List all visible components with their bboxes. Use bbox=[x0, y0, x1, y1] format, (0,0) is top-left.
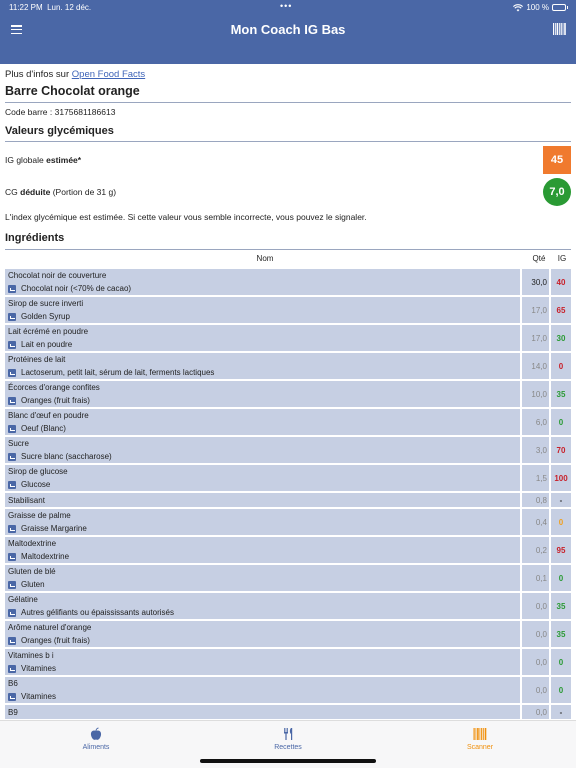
ingredient-name: B6 bbox=[8, 679, 18, 688]
wifi-icon bbox=[513, 4, 523, 12]
ingredient-cell[interactable] bbox=[5, 705, 520, 719]
ingredient-name: Gluten de blé bbox=[8, 567, 56, 576]
sub-item-icon bbox=[8, 341, 16, 349]
ingredient-match: Oranges (fruit frais) bbox=[21, 636, 90, 645]
table-row[interactable] bbox=[5, 492, 571, 508]
ingredient-ig: 40 bbox=[551, 269, 571, 295]
ingredient-name: Maltodextrine bbox=[8, 539, 57, 548]
ingredient-cell[interactable] bbox=[5, 297, 520, 323]
sub-item-icon bbox=[8, 285, 16, 293]
ingredient-name: Graisse de palme bbox=[8, 511, 71, 520]
ingredient-ig: 0 bbox=[551, 677, 571, 703]
ingredient-cell[interactable] bbox=[5, 465, 520, 491]
ingredient-match: Lait en poudre bbox=[21, 340, 73, 349]
ingredient-cell[interactable] bbox=[5, 509, 520, 535]
battery-percent: 100 % bbox=[526, 3, 549, 12]
ingredient-cell[interactable] bbox=[5, 493, 520, 507]
tab-recettes[interactable]: Recettes bbox=[248, 727, 328, 751]
sub-item-icon bbox=[8, 637, 16, 645]
sub-item-icon bbox=[8, 581, 16, 589]
ingredient-name: Lait écrémé en poudre bbox=[8, 327, 89, 336]
ingredient-name: Gélatine bbox=[8, 595, 38, 604]
table-row[interactable] bbox=[5, 296, 571, 324]
ingredient-ig: 30 bbox=[551, 325, 571, 351]
divider bbox=[5, 249, 571, 250]
ingredient-qty: 1,5 bbox=[522, 465, 549, 491]
ingredient-qty: 0,0 bbox=[522, 649, 549, 675]
ingredients-section-title: Ingrédients bbox=[5, 232, 65, 244]
product-name: Barre Chocolat orange bbox=[5, 84, 140, 98]
home-indicator[interactable] bbox=[200, 759, 376, 763]
table-row[interactable] bbox=[5, 268, 571, 296]
ingredient-ig: 95 bbox=[551, 537, 571, 563]
barcode-text: Code barre : 3175681186613 bbox=[5, 107, 116, 117]
table-row[interactable] bbox=[5, 380, 571, 408]
info-line: Plus d'infos sur Open Food Facts bbox=[5, 69, 146, 80]
page-title: Mon Coach IG Bas bbox=[230, 22, 346, 37]
ingredient-name: Blanc d'œuf en poudre bbox=[8, 411, 89, 420]
ingredient-match: Chocolat noir (<70% de cacao) bbox=[21, 284, 132, 293]
ingredient-match: Graisse Margarine bbox=[21, 524, 87, 533]
sub-item-icon bbox=[8, 525, 16, 533]
ingredient-match: Vitamines bbox=[21, 664, 56, 673]
ingredient-ig: 35 bbox=[551, 621, 571, 647]
ingredient-ig: 65 bbox=[551, 297, 571, 323]
ingredient-cell[interactable] bbox=[5, 649, 520, 675]
ingredient-ig: - bbox=[551, 493, 571, 507]
ingredient-qty: 0,0 bbox=[522, 621, 549, 647]
ingredient-cell[interactable] bbox=[5, 437, 520, 463]
glycemic-section-title: Valeurs glycémiques bbox=[5, 125, 114, 137]
ingredient-qty: 0,0 bbox=[522, 705, 549, 719]
table-row[interactable] bbox=[5, 592, 571, 620]
divider bbox=[5, 141, 571, 142]
ingredient-cell[interactable] bbox=[5, 381, 520, 407]
ingredient-match: Lactoserum, petit lait, sérum de lait, ferments lactiques bbox=[21, 368, 215, 377]
ingredient-name: Arôme naturel d'orange bbox=[8, 623, 92, 632]
barcode-icon bbox=[473, 727, 487, 741]
ingredient-ig: 0 bbox=[551, 565, 571, 591]
barcode-icon[interactable] bbox=[553, 22, 567, 36]
cg-label: CG déduite (Portion de 31 g) bbox=[5, 187, 117, 197]
cg-badge: 7,0 bbox=[543, 178, 571, 206]
ingredient-name: Chocolat noir de couverture bbox=[8, 271, 107, 280]
battery-icon bbox=[552, 4, 566, 11]
divider bbox=[5, 102, 571, 103]
ingredient-ig: 100 bbox=[551, 465, 571, 491]
ingredient-match: Sucre blanc (saccharose) bbox=[21, 452, 112, 461]
ingredient-qty: 0,2 bbox=[522, 537, 549, 563]
table-row[interactable] bbox=[5, 620, 571, 648]
column-header-qty: Qté bbox=[532, 254, 546, 263]
ingredient-qty: 17,0 bbox=[522, 297, 549, 323]
sub-item-icon bbox=[8, 665, 16, 673]
open-food-facts-link[interactable]: Open Food Facts bbox=[71, 69, 146, 80]
ingredient-cell[interactable] bbox=[5, 409, 520, 435]
gi-badge: 45 bbox=[543, 146, 571, 174]
ingredient-cell[interactable] bbox=[5, 677, 520, 703]
ingredient-ig: 35 bbox=[551, 593, 571, 619]
table-row[interactable] bbox=[5, 324, 571, 352]
ingredient-qty: 3,0 bbox=[522, 437, 549, 463]
sub-item-icon bbox=[8, 553, 16, 561]
ingredient-cell[interactable] bbox=[5, 537, 520, 563]
fork-knife-icon bbox=[281, 727, 295, 741]
ingredient-match: Golden Syrup bbox=[21, 312, 70, 321]
ingredient-ig: 0 bbox=[551, 509, 571, 535]
table-row[interactable] bbox=[5, 536, 571, 564]
ingredient-cell[interactable] bbox=[5, 269, 520, 295]
ingredient-name: Sirop de sucre inverti bbox=[8, 299, 84, 308]
ingredient-match: Maltodextrine bbox=[21, 552, 70, 561]
ingredient-ig: 0 bbox=[551, 353, 571, 379]
table-row[interactable] bbox=[5, 464, 571, 492]
status-time: 11:22 PM bbox=[9, 3, 43, 12]
ingredient-name: Sucre bbox=[8, 439, 29, 448]
table-row[interactable] bbox=[5, 352, 571, 380]
ingredient-cell[interactable] bbox=[5, 565, 520, 591]
table-row[interactable] bbox=[5, 704, 571, 720]
ingredient-name: B9 bbox=[8, 708, 18, 717]
tab-scanner[interactable]: Scanner bbox=[440, 727, 520, 751]
ingredient-match: Oeuf (Blanc) bbox=[21, 424, 66, 433]
ingredient-qty: 0,0 bbox=[522, 593, 549, 619]
ingredient-ig: - bbox=[551, 705, 571, 719]
sub-item-icon bbox=[8, 481, 16, 489]
ingredient-qty: 30,0 bbox=[522, 269, 549, 295]
table-row[interactable] bbox=[5, 676, 571, 704]
ingredient-match: Gluten bbox=[21, 580, 45, 589]
ingredient-match: Autres gélifiants ou épaississants autorisés bbox=[21, 608, 174, 617]
ingredient-name: Sirop de glucose bbox=[8, 467, 68, 476]
ingredient-name: Écorces d'orange confites bbox=[8, 383, 100, 392]
status-bar bbox=[0, 0, 576, 16]
sub-item-icon bbox=[8, 453, 16, 461]
ingredient-cell[interactable] bbox=[5, 621, 520, 647]
column-header-name: Nom bbox=[256, 254, 274, 263]
ingredient-match: Glucose bbox=[21, 480, 51, 489]
ingredient-name: Protéines de lait bbox=[8, 355, 66, 364]
ingredients-table-header bbox=[5, 254, 571, 266]
ingredient-match: Oranges (fruit frais) bbox=[21, 396, 90, 405]
sub-item-icon bbox=[8, 693, 16, 701]
tab-aliments[interactable]: Aliments bbox=[56, 727, 136, 751]
ingredient-qty: 0,0 bbox=[522, 677, 549, 703]
ingredient-qty: 0,1 bbox=[522, 565, 549, 591]
ingredients-table bbox=[5, 268, 571, 720]
ingredient-ig: 0 bbox=[551, 409, 571, 435]
ingredient-name: Stabilisant bbox=[8, 496, 45, 505]
status-date: Lun. 12 déc. bbox=[47, 3, 92, 12]
table-row[interactable] bbox=[5, 408, 571, 436]
column-header-ig: IG bbox=[557, 254, 567, 263]
table-row[interactable] bbox=[5, 564, 571, 592]
ingredient-qty: 17,0 bbox=[522, 325, 549, 351]
ingredient-cell[interactable] bbox=[5, 593, 520, 619]
ingredient-qty: 10,0 bbox=[522, 381, 549, 407]
ingredient-qty: 14,0 bbox=[522, 353, 549, 379]
ingredient-ig: 0 bbox=[551, 649, 571, 675]
table-row[interactable] bbox=[5, 508, 571, 536]
sub-item-icon bbox=[8, 609, 16, 617]
ingredient-cell[interactable] bbox=[5, 325, 520, 351]
sub-item-icon bbox=[8, 425, 16, 433]
apple-icon bbox=[89, 727, 103, 741]
ingredient-ig: 70 bbox=[551, 437, 571, 463]
app-header bbox=[0, 0, 576, 64]
product-detail bbox=[0, 64, 576, 720]
sub-item-icon bbox=[8, 369, 16, 377]
table-row[interactable] bbox=[5, 436, 571, 464]
sub-item-icon bbox=[8, 397, 16, 405]
multitask-dots[interactable]: ••• bbox=[280, 1, 293, 11]
ingredient-name: Vitamines b i bbox=[8, 651, 54, 660]
gi-note: L'index glycémique est estimée. Si cette valeur vous semble incorrecte, vous pouvez le signaler. bbox=[5, 212, 367, 222]
ingredient-cell[interactable] bbox=[5, 353, 520, 379]
sub-item-icon bbox=[8, 313, 16, 321]
table-row[interactable] bbox=[5, 648, 571, 676]
ingredient-match: Vitamines bbox=[21, 692, 56, 701]
ingredient-qty: 0,4 bbox=[522, 509, 549, 535]
gi-label: IG globale estimée* bbox=[5, 155, 82, 165]
ingredient-qty: 0,8 bbox=[522, 493, 549, 507]
ingredient-ig: 35 bbox=[551, 381, 571, 407]
ingredient-qty: 6,0 bbox=[522, 409, 549, 435]
